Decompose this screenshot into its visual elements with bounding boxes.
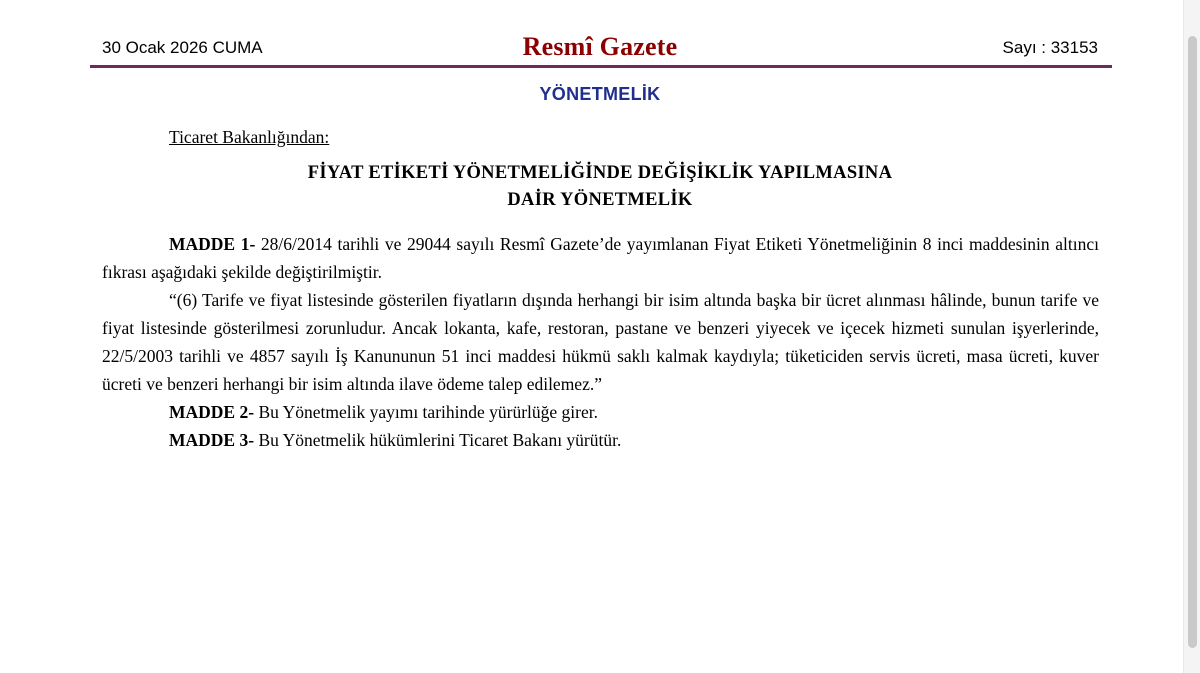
issuing-ministry: Ticaret Bakanlığından: [169,127,330,147]
regulation-title-line2: DAİR YÖNETMELİK [507,190,693,210]
article-3-label: MADDE 3- [169,430,255,450]
scrollbar-thumb[interactable] [1188,36,1197,648]
article-1-text: 28/6/2014 tarihli ve 29044 sayılı Resmî Gazete’de yayımlanan Fiyat Etiketi Yönetmeliğinin 8 inci maddesinin altıncı fıkrası aşağıdaki şekilde değiştirilmiştir. [102,234,1099,282]
amended-paragraph-quote: “(6) Tarife ve fiyat listesinde gösterilen fiyatların dışında herhangi bir isim altında başka bir ücret alınması hâlinde, bunun tarife ve fiyat listesinde gösterilmesi zorunludur. Ancak lokanta, kafe, restoran, pastane ve benzeri yiyecek ve içecek hizmeti sunulan işyerlerinde, 22/5/2003 tarihli ve 4857 sayılı İş Kanununun 51 inci maddesi hükmü saklı kalmak kaydıyla; tüketiciden servis ücreti, masa ücreti, kuver ücreti ve benzeri herhangi bir isim altında ilave ödeme talep edilemez.” [102,290,1099,394]
article-2 [102,398,1099,426]
article-1 [102,230,1099,286]
article-3-text: Bu Yönetmelik hükümlerini Ticaret Bakanı yürütür. [254,430,622,450]
section-title: YÖNETMELİK [539,84,661,104]
header-divider [90,65,1112,68]
gazette-header [90,30,1110,68]
article-1-label: MADDE 1- [169,234,256,254]
article-3 [102,426,1099,454]
article-2-text: Bu Yönetmelik yayımı tarihinde yürürlüğe girer. [254,402,598,422]
publication-date: 30 Ocak 2026 CUMA [102,38,263,57]
gazette-title: Resmî Gazete [522,32,678,61]
regulation-title [0,160,1200,214]
regulation-body [102,230,1099,454]
article-2-label: MADDE 2- [169,402,255,422]
issue-number: Sayı : 33153 [1002,38,1098,57]
vertical-scrollbar[interactable] [1183,0,1200,673]
regulation-title-line1: FİYAT ETİKETİ YÖNETMELİĞİNDE DEĞİŞİKLİK YAPILMASINA [307,163,893,183]
